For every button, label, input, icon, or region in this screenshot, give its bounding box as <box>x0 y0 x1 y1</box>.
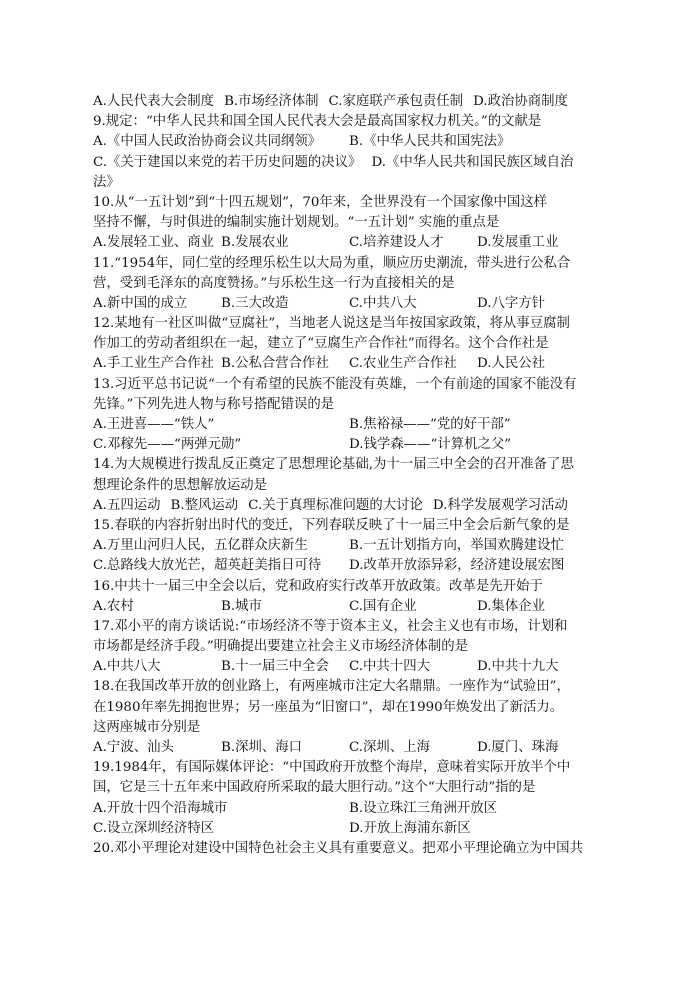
q16-option-a[interactable]: A.农村 <box>93 598 134 614</box>
q12-option-d[interactable]: D.人民公社 <box>477 356 546 372</box>
q14-options <box>93 496 605 516</box>
q12-options <box>93 354 605 374</box>
q19-stem-1: 19.1984年，有国际媒体评论：“中国政府开放整个海岸，意味着实际开放半个中 <box>93 760 571 776</box>
q15-option-c[interactable]: C.总路线大放光芒，超英赶美指日可待 <box>93 558 322 574</box>
q18-option-a[interactable]: A.宁波、汕头 <box>93 740 174 755</box>
q9-stem: 9.规定：“中华人民共和国全国人民代表大会是最高国家权力机关。”的文献是 <box>93 114 542 130</box>
q15-option-b[interactable]: B.一五计划指方向，举国欢腾建设忙 <box>349 538 564 554</box>
q13-options-row1 <box>93 415 605 435</box>
q18-option-d[interactable]: D.厦门、珠海 <box>477 740 559 755</box>
q17-option-c[interactable]: C.中共十四大 <box>349 659 430 675</box>
q10-option-b[interactable]: B.发展农业 <box>221 235 289 251</box>
q14-stem-1: 14.为大规模进行拨乱反正奠定了思想理论基础,为十一届三中全会的召开准备了思 <box>93 457 574 473</box>
q17-option-d[interactable]: D.中共十九大 <box>477 659 559 675</box>
q15-option-a[interactable]: A.万里山河归人民，五亿群众庆新生 <box>93 538 308 554</box>
q11-stem-1: 11.“1954年，同仁堂的经理乐松生以大局为重，顺应历史潮流，带头进行公私合 <box>93 255 571 271</box>
q19-options-row2 <box>93 819 605 839</box>
q18-stem-2: 在1980年率先拥抱世界；另一座虽为“旧窗口”，却在1990年焕发出了新活力。 <box>93 699 564 715</box>
q15-stem: 15.春联的内容折射出时代的变迁，下列春联反映了十一届三中全会后新气象的是 <box>93 517 570 533</box>
q13-stem-1: 13.习近平总书记说“一个有希望的民族不能没有英雄，一个有前途的国家不能没有 <box>93 376 577 392</box>
q18-option-c[interactable]: C.深圳、上海 <box>349 740 430 755</box>
q13-options-row2 <box>93 435 605 455</box>
q12-option-a[interactable]: A.手工业生产合作社 <box>93 356 215 372</box>
q10-option-a[interactable]: A.发展轻工业、商业 <box>93 235 215 251</box>
q16-option-d[interactable]: D.集体企业 <box>477 598 546 614</box>
q9-option-a[interactable]: A.《中国人民政治协商会议共同纲领》 <box>93 134 322 150</box>
q12-stem-2: 作加工的劳动者组织在一起，建立了“豆腐生产合作社”而得名。这个合作社是 <box>93 336 549 352</box>
q13-stem-2: 先锋。”下列先进人物与称号搭配错误的是 <box>93 396 335 412</box>
q18-stem-1: 18.在我国改革开放的创业路上，有两座城市注定大名鼎鼎。一座作为“试验田”， <box>93 679 570 695</box>
q13-option-c[interactable]: C.邓稼先——“两弹元勋” <box>93 437 242 453</box>
q15-option-d[interactable]: D.改革开放添异彩，经济建设展宏图 <box>349 558 565 574</box>
question-list <box>93 92 605 859</box>
q10-stem-1: 10.从“一五计划”到“十四五规划”，70年来，全世界没有一个国家像中国这样 <box>93 194 548 210</box>
q11-stem-2: 营，受到毛泽东的高度赞扬。”与乐松生这一行为直接相关的是 <box>93 275 455 291</box>
q18-stem-3: 这两座城市分别是 <box>93 719 201 735</box>
q10-option-d[interactable]: D.发展重工业 <box>477 235 559 251</box>
q16-option-c[interactable]: C.国有企业 <box>349 598 417 614</box>
q18-options <box>93 738 605 758</box>
q14-option-d[interactable]: D.科学发展观学习活动 <box>432 497 568 513</box>
q13-option-b[interactable]: B.焦裕禄——“党的好干部” <box>349 417 511 432</box>
q13-option-a[interactable]: A.王进喜——“铁人” <box>93 417 215 432</box>
q17-stem-1: 17.邓小平的南方谈话说:“市场经济不等于资本主义，社会主义也有市场，计划和 <box>93 618 568 634</box>
q19-options-row1 <box>93 799 605 819</box>
q8-option-c[interactable]: C.家庭联产承包责任制 <box>328 94 464 109</box>
q8-option-d[interactable]: D.政治协商制度 <box>473 94 568 109</box>
q9-options-row2 <box>93 153 605 173</box>
q15-options-row1 <box>93 536 605 556</box>
q12-option-b[interactable]: B.公私合营合作社 <box>221 356 329 372</box>
q8-options <box>93 92 605 112</box>
q19-option-d[interactable]: D.开放上海浦东新区 <box>349 820 471 836</box>
q8-option-a[interactable]: A.人民代表大会制度 <box>93 94 215 109</box>
q10-option-c[interactable]: C.培养建设人才 <box>349 235 444 251</box>
q17-option-b[interactable]: B.十一届三中全会 <box>221 659 329 675</box>
q11-option-c[interactable]: C.中共八大 <box>349 295 417 311</box>
q15-options-row2 <box>93 556 605 576</box>
q9-options-row1 <box>93 132 605 152</box>
q17-stem-2: 市场都是经济手段。”明确提出要建立社会主义市场经济体制的是 <box>93 639 469 655</box>
q9-option-d[interactable]: D.《中华人民共和国民族区域自治 <box>371 154 574 170</box>
q19-option-c[interactable]: C.设立深圳经济特区 <box>93 820 215 836</box>
q19-stem-2: 国，它是三十五年来中国政府所采取的最大胆行动。”这个“大胆行动”指的是 <box>93 780 536 796</box>
q11-option-d[interactable]: D.八字方针 <box>477 295 546 311</box>
q14-option-a[interactable]: A.五四运动 <box>93 497 161 513</box>
q11-options <box>93 294 605 314</box>
q16-options <box>93 597 605 617</box>
q17-option-a[interactable]: A.中共八大 <box>93 659 161 675</box>
q16-stem: 16.中共十一届三中全会以后，党和政府实行改革开放政策。改革是先开始于 <box>93 578 543 594</box>
q9-option-c[interactable]: C.《关于建国以来党的若干历史问题的决议》 <box>93 154 362 170</box>
q20-stem: 20.邓小平理论对建设中国特色社会主义具有重要意义。把邓小平理论确立为中国共 <box>93 840 583 856</box>
q8-option-b[interactable]: B.市场经济体制 <box>224 94 319 109</box>
q19-option-a[interactable]: A.开放十四个沿海城市 <box>93 800 228 816</box>
q11-option-b[interactable]: B.三大改造 <box>221 295 289 311</box>
q9-option-b[interactable]: B.《中华人民共和国宪法》 <box>349 134 511 150</box>
q14-option-c[interactable]: C.关于真理标准问题的大讨论 <box>248 497 423 513</box>
q14-option-b[interactable]: B.整风运动 <box>170 497 239 513</box>
q19-option-b[interactable]: B.设立珠江三角洲开放区 <box>349 800 498 816</box>
q12-stem-1: 12.某地有一社区叫做“豆腐社”，当地老人说这是当年按国家政策，将从事豆腐制 <box>93 316 570 332</box>
q13-option-d[interactable]: D.钱学森——“计算机之父” <box>349 437 512 453</box>
q10-stem-2: 坚持不懈，与时俱进的编制实施计划规划。“一五计划” 实施的重点是 <box>93 215 500 231</box>
q11-option-a[interactable]: A.新中国的成立 <box>93 295 188 311</box>
q12-option-c[interactable]: C.农业生产合作社 <box>349 356 457 372</box>
q10-options <box>93 233 605 253</box>
q18-option-b[interactable]: B.深圳、海口 <box>221 740 303 755</box>
q17-options <box>93 657 605 677</box>
q14-stem-2: 想理论条件的思想解放运动是 <box>93 477 268 493</box>
q16-option-b[interactable]: B.城市 <box>221 598 262 614</box>
q9-option-d-cont: 法》 <box>93 174 120 190</box>
